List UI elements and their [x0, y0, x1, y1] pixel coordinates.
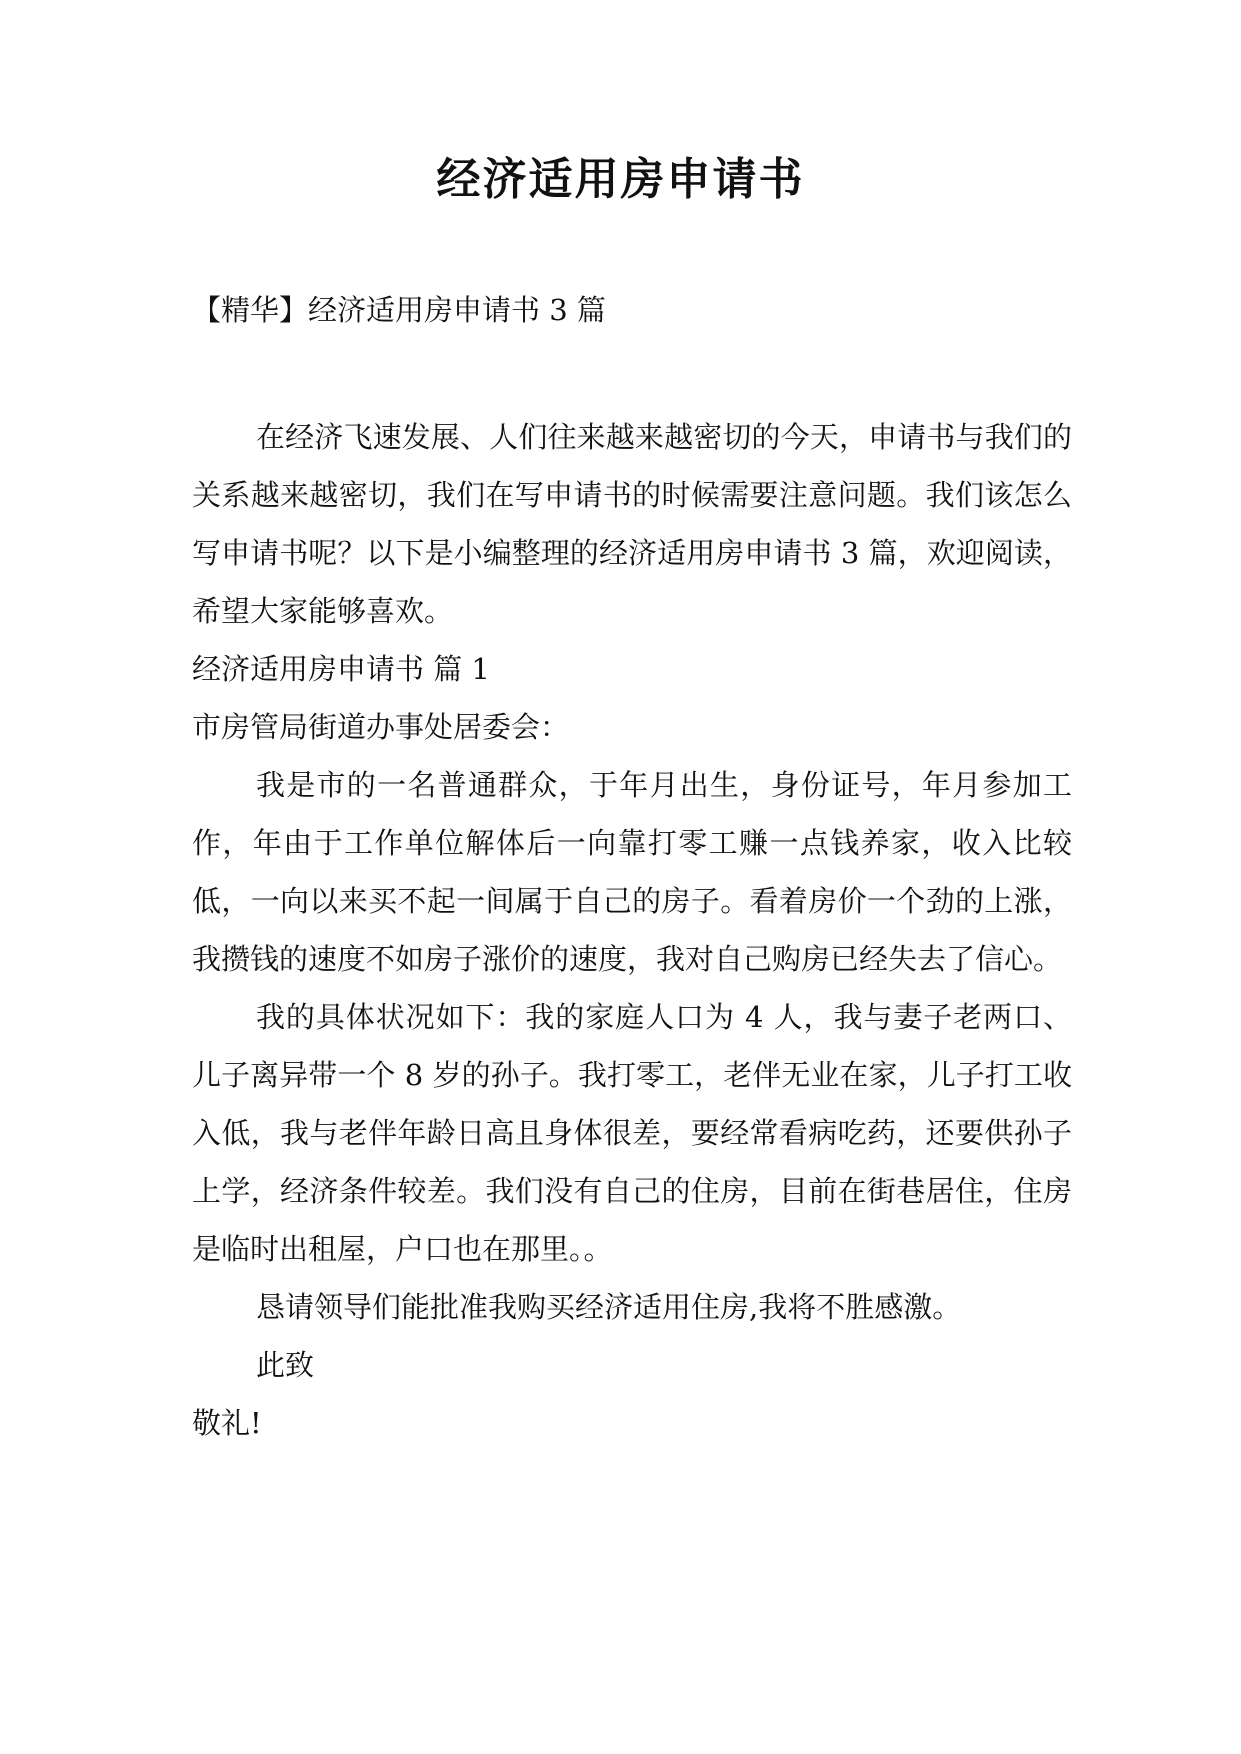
salutation: 市房管局街道办事处居委会：	[192, 710, 570, 744]
closing-line: 此致	[256, 1348, 315, 1382]
document-title: 经济适用房申请书	[436, 154, 805, 205]
closing-regards: 敬礼!	[192, 1406, 262, 1440]
section-heading: 经济适用房申请书 篇 1	[192, 652, 490, 686]
request-paragraph: 恳请领导们能批准我购买经济适用住房,我将不胜感激。	[256, 1290, 962, 1324]
body-paragraph: 我是市的一名普通群众，于年月出生，身份证号，年月参加工作，年由于工作单位解体后一向靠打零工赚一点钱养家，收入比较低，一向以来买不起一间属于自己的房子。看着房价一个劲的上涨，我攒钱的速度不如房子涨价的速度，我对自己购房已经失去了信心。	[192, 768, 1072, 976]
intro-paragraph: 在经济飞速发展、人们往来越来越密切的今天，申请书与我们的关系越来越密切，我们在写申请书的时候需要注意问题。我们该怎么写申请书呢？以下是小编整理的经济适用房申请书 3 篇，欢迎阅读，希望大家能够喜欢。	[192, 420, 1072, 628]
document-subtitle: 【精华】经济适用房申请书 3 篇	[192, 293, 606, 327]
document-body	[192, 408, 1072, 1452]
body-paragraph: 我的具体状况如下：我的家庭人口为 4 人，我与妻子老两口、儿子离异带一个 8 岁的孙子。我打零工，老伴无业在家，儿子打工收入低，我与老伴年龄日高且身体很差，要经常看病吃药，还要供孙子上学，经济条件较差。我们没有自己的住房，目前在街巷居住，住房是临时出租屋，户口也在那里。。	[192, 1000, 1072, 1266]
